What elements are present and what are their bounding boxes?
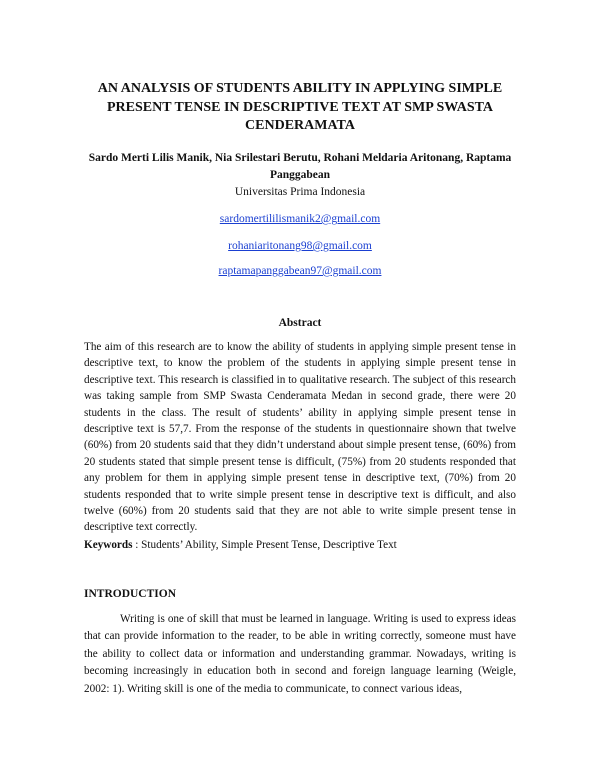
keywords-text: : Students’ Ability, Simple Present Tense, Descriptive Text [132, 539, 397, 551]
email-link-2[interactable]: rohaniaritonang98@gmail.com [228, 240, 372, 252]
email-link-1[interactable]: sardomertililismanik2@gmail.com [219, 213, 381, 225]
author-list: Sardo Merti Lilis Manik, Nia Srilestari Berutu, Rohani Meldaria Aritonang, Raptama Panggabean [88, 152, 512, 181]
author-email-2 [100, 239, 500, 254]
author-email-1 [100, 212, 500, 227]
introduction-text: Writing is one of skill that must be learned in language. Writing is used to express ideas that can provide information to the reader, to be able in writing correctly, someone must have the ability to collect data or information and understanding grammar. Nowadays, writing is becoming increasingly in education both in second and foreign language learning (Weigle, 2002: 1). Writing skill is one of the media to communicate, to connect various ideas, [84, 613, 516, 695]
keywords-label: Keywords [84, 539, 133, 551]
abstract-heading: Abstract [278, 317, 322, 329]
author-email-3 [100, 264, 500, 279]
affiliation: Universitas Prima Indonesia [234, 186, 366, 198]
introduction-heading: INTRODUCTION [84, 588, 177, 600]
keywords-line [84, 538, 516, 553]
email-link-3[interactable]: raptamapanggabean97@gmail.com [218, 265, 382, 277]
abstract-text: The aim of this research are to know the ability of students in applying simple present tense in descriptive text, to know the problem of the students in applying simple present tense in descriptive text. This research is classified in to qualitative research. The subject of this research was taking sample from SMP Swasta Cenderamata Medan in second grade, there were 20 students in the class. The result of students’ ability in applying simple present tense in descriptive text is 57,7. From the response of the students in questionnaire shown that twelve (60%) from 20 students said that they didn’t understand about simple present tense, (60%) from 20 students stated that simple present tense is difficult, (75%) from 20 students responded that any problem for them in applying simple present tense in descriptive text, (70%) from 20 students responded that to write simple present tense in descriptive text is difficult, and also twelve (60%) from 20 students said that they are not able to write simple present tense in descriptive text correctly. [84, 341, 516, 534]
paper-title: AN ANALYSIS OF STUDENTS ABILITY IN APPLYING SIMPLE PRESENT TENSE IN DESCRIPTIVE TEXT AT SMP SWASTA CENDERAMATA [97, 81, 503, 133]
